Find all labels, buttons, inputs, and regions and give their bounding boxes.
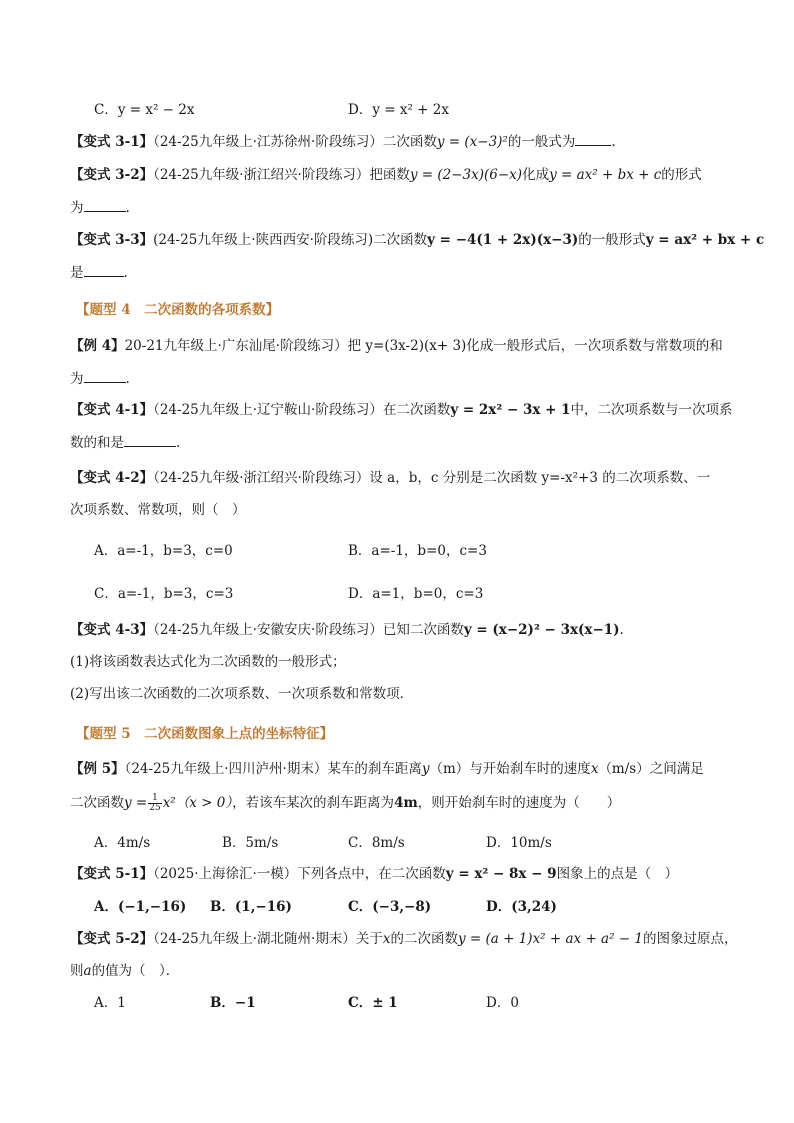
variable: x xyxy=(590,761,599,777)
text: . xyxy=(125,371,130,387)
variant-3-2 xyxy=(70,165,734,185)
example-4-line2 xyxy=(70,368,734,389)
text: 为 xyxy=(70,371,84,387)
math-expression: x²（x > 0） xyxy=(162,795,233,811)
variant-tag: 【变式 4-2】 xyxy=(70,470,154,486)
variant-tag: 【变式 4-3】 xyxy=(70,622,154,638)
option-a: A．a=-1，b=3，c=0 xyxy=(94,543,233,559)
text: （m）与开始刹车时的速度 xyxy=(429,761,591,777)
option-d: D．y = x² + 2x xyxy=(348,102,449,118)
variant-3-1 xyxy=(70,131,734,152)
math-expression: y = x² − 8x − 9 xyxy=(445,866,557,882)
answer-blank xyxy=(124,432,176,447)
math-expression: y = (x−3)² xyxy=(436,134,508,150)
variant-3-2-line2 xyxy=(70,197,734,218)
option-b: B．5m/s xyxy=(222,835,279,851)
text: 则 xyxy=(70,963,84,979)
text: 设 a，b，c 分别是二次函数 y=-x²+3 的二次项系数、一 xyxy=(369,470,711,486)
option-c: C．8m/s xyxy=(348,835,405,851)
answer-blank xyxy=(84,368,126,383)
text: 下列各点中，在二次函数 xyxy=(297,866,446,882)
option-d: D．10m/s xyxy=(486,835,552,851)
math-expression: y = ax² + bx + c xyxy=(549,167,662,183)
text: 数的和是 xyxy=(70,435,124,451)
variant-4-2-line2: 次项系数、常数项，则（ ） xyxy=(70,502,246,518)
variant-tag: 【变式 3-1】 xyxy=(70,134,154,150)
text: ，则开始刹车时的速度为（ ） xyxy=(417,795,621,811)
source: （24-25九年级上·湖北随州·期末） xyxy=(153,931,356,947)
text: 已知二次函数 xyxy=(382,622,464,638)
question-2: (2)写出该二次函数的二次项系数、一次项系数和常数项． xyxy=(70,686,414,702)
source: （24-25九年级上·安徽安庆·阶段练习） xyxy=(153,622,383,638)
variant-3-3 xyxy=(70,230,765,250)
source: （24-25九年级上·辽宁鞍山·阶段练习） xyxy=(153,402,383,418)
answer-blank xyxy=(84,262,124,277)
section-heading-5: 【题型 5 二次函数图象上点的坐标特征】 xyxy=(76,726,334,742)
option-c: C．(−3,−8) xyxy=(348,899,432,915)
variable: y xyxy=(421,761,430,777)
text: 二次函数 xyxy=(70,795,124,811)
text: 的一般形式 xyxy=(578,232,646,248)
option-c: C．y = x² − 2x xyxy=(94,102,195,118)
example-5 xyxy=(70,759,734,779)
text: 在二次函数 xyxy=(382,402,451,418)
text: 的图象过原点， xyxy=(643,931,738,947)
text: 的一般式为 xyxy=(507,134,576,150)
variant-4-1-line2 xyxy=(70,432,734,453)
text: 为 xyxy=(70,200,84,216)
text: 图象上的点是（ ） xyxy=(556,866,679,882)
fraction xyxy=(148,794,161,813)
text: 化成 xyxy=(522,167,550,183)
option-b: B．a=-1，b=0，c=3 xyxy=(348,543,487,559)
example-5-line2: 二次函数y = $\frac{1}{25}$ x²（x > 0），若该车某次的刹车距离为4m，则开始刹车时的速度为（ ） xyxy=(70,793,621,813)
math-expression: y = −4(1 + 2x)(x−3) xyxy=(427,232,579,248)
source: （24-25九年级上·四川泸州·期末） xyxy=(124,761,328,777)
variant-tag: 【变式 5-2】 xyxy=(70,931,154,947)
denominator: 25 xyxy=(149,803,161,813)
source: （24-25九年级上·江苏徐州·阶段练习） xyxy=(153,134,383,150)
variant-5-2 xyxy=(70,929,738,949)
source: (24-25九年级上·陕西西安·阶段练习) xyxy=(153,232,374,248)
variant-4-1 xyxy=(70,400,734,420)
example-4 xyxy=(70,336,734,356)
answer-blank xyxy=(84,197,126,212)
text: 的二次函数 xyxy=(390,931,458,947)
math-expression: y = (2−3x)(6−x) xyxy=(409,167,523,183)
option-d: D．0 xyxy=(486,995,519,1011)
text: ，若该车某次的刹车距离为 xyxy=(232,795,395,811)
variable: x xyxy=(382,931,391,947)
question-1: (1)将该函数表达式化为二次函数的一般形式； xyxy=(70,654,346,670)
answer-blank xyxy=(575,131,611,146)
example-tag: 【例 5】 xyxy=(70,761,125,777)
text: . xyxy=(123,265,128,281)
option-a: A．(−1,−16) xyxy=(94,899,187,915)
source: （24-25九年级·浙江绍兴·阶段练习） xyxy=(153,167,370,183)
option-c: C．a=-1，b=3，c=3 xyxy=(94,586,234,602)
option-a: A．1 xyxy=(94,995,126,1011)
text: . xyxy=(176,435,181,451)
text: 关于 xyxy=(355,931,383,947)
variant-tag: 【变式 3-3】 xyxy=(70,232,154,248)
text: 是 xyxy=(70,265,84,281)
math-expression: y = 2x² − 3x + 1 xyxy=(450,402,571,418)
section-heading-4: 【题型 4 二次函数的各项系数】 xyxy=(76,302,280,318)
math-expression: y = (a + 1)x² + ax + a² − 1 xyxy=(457,931,643,947)
variant-3-3-line2 xyxy=(70,262,734,283)
option-a: A．4m/s xyxy=(94,835,151,851)
option-b: B．(1,−16) xyxy=(210,899,292,915)
math-expression: y = (x−2)² − 3x(x−1) xyxy=(463,622,620,638)
text: 二次函数 xyxy=(373,232,428,248)
variant-4-3 xyxy=(70,620,734,640)
variable: a xyxy=(83,963,92,979)
text: 的值为（ ）． xyxy=(91,963,180,979)
math-expression: y = ax² + bx + c xyxy=(645,232,765,248)
variant-tag: 【变式 5-1】 xyxy=(70,866,154,882)
option-b: B．−1 xyxy=(210,995,256,1011)
variant-tag: 【变式 4-1】 xyxy=(70,402,154,418)
source: （24-25九年级·浙江绍兴·阶段练习） xyxy=(153,470,370,486)
variant-4-2 xyxy=(70,468,734,488)
numerator: 1 xyxy=(148,794,161,804)
value: 4m xyxy=(394,795,418,811)
variant-5-1 xyxy=(70,864,734,884)
text: 中，二次项系数与一次项系 xyxy=(570,402,733,418)
option-d: D．(3,24) xyxy=(486,899,557,915)
text: 把函数 xyxy=(369,167,410,183)
text: 20-21九年级上·广东汕尾·阶段练习）把 y=(3x-2)(x+ 3)化成一般形式后，一次项系数与常数项的和 xyxy=(124,338,723,354)
text: . xyxy=(611,134,616,150)
text: 的形式 xyxy=(661,167,702,183)
text: . xyxy=(125,200,130,216)
variant-tag: 【变式 3-2】 xyxy=(70,167,154,183)
text: （m/s）之间满足 xyxy=(598,761,704,777)
source: （2025·上海徐汇·一模） xyxy=(153,866,298,882)
text: 某车的刹车距离 xyxy=(327,761,422,777)
variant-5-2-line2 xyxy=(70,961,734,981)
example-tag: 【例 4】 xyxy=(70,338,125,354)
option-c: C．± 1 xyxy=(348,995,398,1011)
text: . xyxy=(619,622,624,638)
text: 二次函数 xyxy=(382,134,437,150)
option-d: D．a=1，b=0，c=3 xyxy=(348,586,484,602)
